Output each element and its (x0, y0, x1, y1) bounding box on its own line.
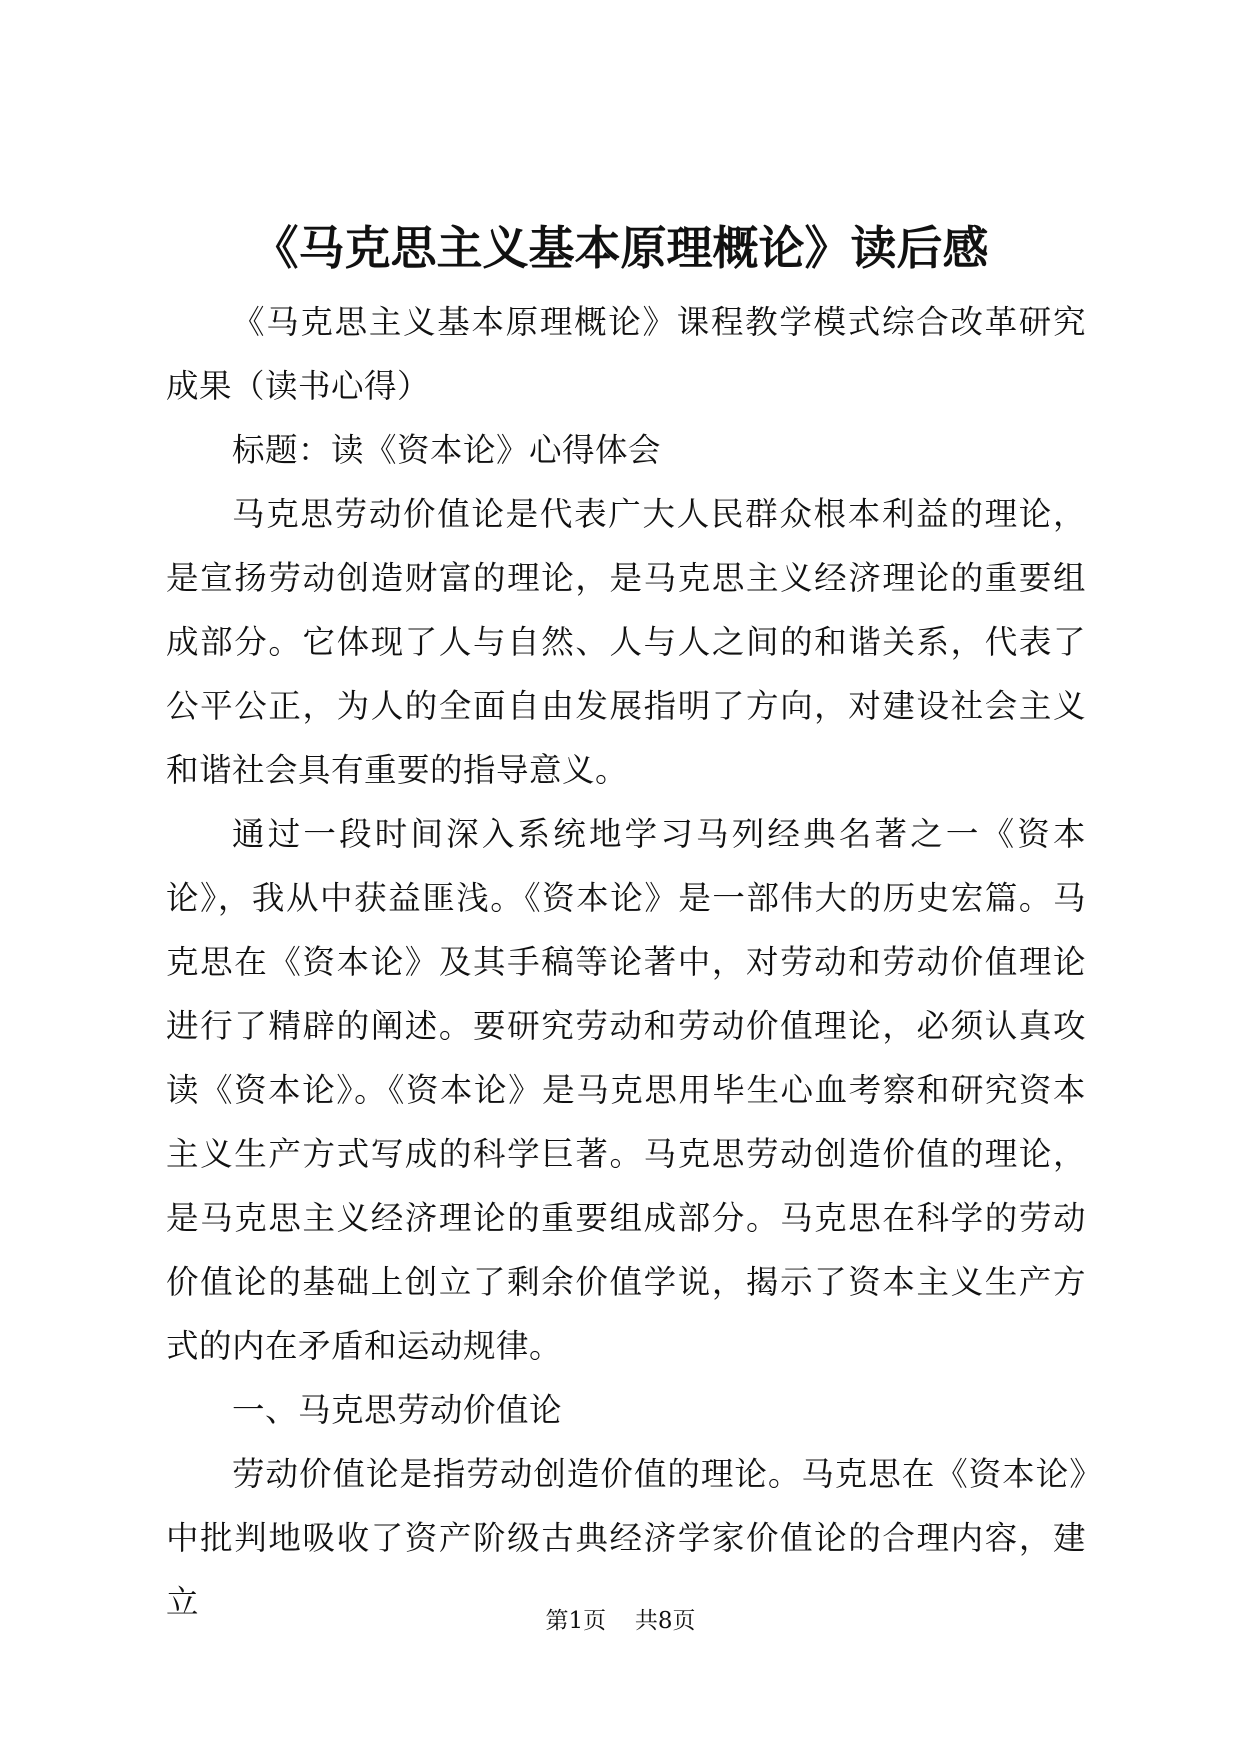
page-number: 第1页 (545, 1608, 607, 1634)
paragraph-theory: 劳动价值论是指劳动创造价值的理论。马克思在《资本论》中批判地吸收了资产阶级古典经济学家价值论的合理内容，建立 (166, 1455, 1086, 1621)
paragraph-heading: 标题：读《资本论》心得体会 (232, 431, 662, 469)
section-heading: 一、马克思劳动价值论 (232, 1391, 563, 1429)
paragraph-study: 通过一段时间深入系统地学习马列经典名著之一《资本论》，我从中获益匪浅。《资本论》是一部伟大的历史宏篇。马克思在《资本论》及其手稿等论著中，对劳动和劳动价值理论进行了精辟的阐述。要研究劳动和劳动价值理论，必须认真攻读《资本论》。《资本论》是马克思用毕生心血考察和研究资本主义生产方式写成的科学巨著。马克思劳动创造价值的理论，是马克思主义经济理论的重要组成部分。马克思在科学的劳动价值论的基础上创立了剩余价值学说，揭示了资本主义生产方式的内在矛盾和运动规律。 (166, 815, 1086, 1365)
paragraph-subtitle: 《马克思主义基本原理概论》课程教学模式综合改革研究成果（读书心得） (166, 303, 1086, 405)
page-footer (0, 1606, 1241, 1636)
document-body (166, 290, 1086, 1634)
paragraph-intro: 马克思劳动价值论是代表广大人民群众根本利益的理论，是宣扬劳动创造财富的理论，是马克思主义经济理论的重要组成部分。它体现了人与自然、人与人之间的和谐关系，代表了公平公正，为人的全面自由发展指明了方向，对建设社会主义和谐社会具有重要的指导意义。 (166, 495, 1086, 789)
page-total: 共8页 (634, 1608, 696, 1634)
document-title: 《马克思主义基本原理概论》读后感 (252, 221, 989, 275)
